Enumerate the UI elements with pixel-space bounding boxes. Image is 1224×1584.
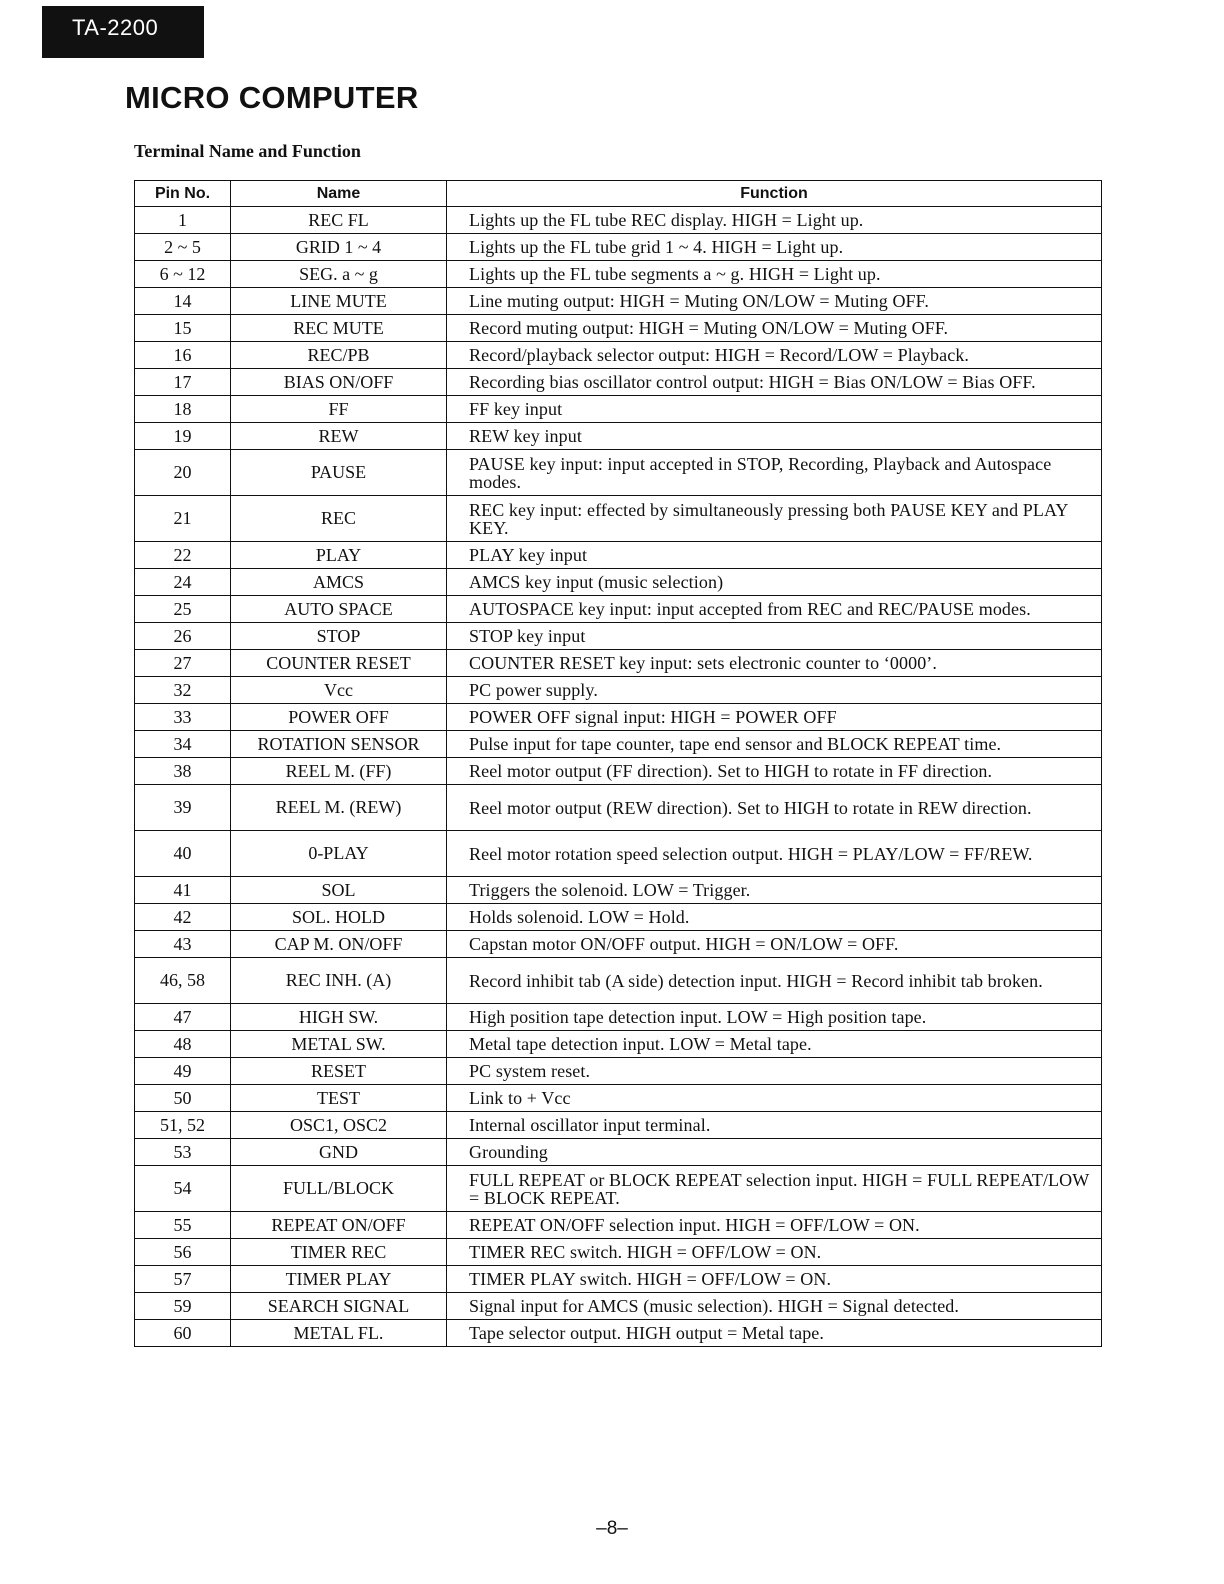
- table-row: [135, 931, 1102, 958]
- function-cell: PLAY key input: [447, 542, 1102, 569]
- pin-cell: 25: [135, 596, 231, 623]
- pin-cell: 15: [135, 315, 231, 342]
- function-cell: REC key input: effected by simultaneously pressing both PAUSE KEY and PLAY KEY.: [447, 496, 1102, 542]
- function-cell: Metal tape detection input. LOW = Metal tape.: [447, 1031, 1102, 1058]
- function-cell: Record inhibit tab (A side) detection input. HIGH = Record inhibit tab broken.: [447, 958, 1102, 1004]
- pin-cell: 48: [135, 1031, 231, 1058]
- name-cell: REC: [231, 496, 447, 542]
- function-cell: Lights up the FL tube grid 1 ~ 4. HIGH = Light up.: [447, 234, 1102, 261]
- table-row: [135, 758, 1102, 785]
- function-cell: Record/playback selector output: HIGH = Record/LOW = Playback.: [447, 342, 1102, 369]
- pin-cell: 17: [135, 369, 231, 396]
- pin-cell: 16: [135, 342, 231, 369]
- table-row: [135, 731, 1102, 758]
- table-row: [135, 1058, 1102, 1085]
- name-cell: TEST: [231, 1085, 447, 1112]
- function-cell: FF key input: [447, 396, 1102, 423]
- name-cell: LINE MUTE: [231, 288, 447, 315]
- name-cell: REEL M. (REW): [231, 785, 447, 831]
- pin-cell: 38: [135, 758, 231, 785]
- name-cell: POWER OFF: [231, 704, 447, 731]
- table-row: [135, 342, 1102, 369]
- table-row: [135, 1139, 1102, 1166]
- pin-cell: 2 ~ 5: [135, 234, 231, 261]
- name-cell: ROTATION SENSOR: [231, 731, 447, 758]
- table-row: [135, 1004, 1102, 1031]
- pin-cell: 26: [135, 623, 231, 650]
- function-cell: AUTOSPACE key input: input accepted from REC and REC/PAUSE modes.: [447, 596, 1102, 623]
- name-cell: CAP M. ON/OFF: [231, 931, 447, 958]
- function-cell: AMCS key input (music selection): [447, 569, 1102, 596]
- function-cell: POWER OFF signal input: HIGH = POWER OFF: [447, 704, 1102, 731]
- table-row: [135, 958, 1102, 1004]
- pin-cell: 6 ~ 12: [135, 261, 231, 288]
- pin-cell: 24: [135, 569, 231, 596]
- table-row: [135, 496, 1102, 542]
- table-row: [135, 423, 1102, 450]
- table-row: [135, 1239, 1102, 1266]
- name-cell: SOL. HOLD: [231, 904, 447, 931]
- table-row: [135, 904, 1102, 931]
- name-cell: REPEAT ON/OFF: [231, 1212, 447, 1239]
- table-row: [135, 1293, 1102, 1320]
- pin-cell: 39: [135, 785, 231, 831]
- name-cell: FF: [231, 396, 447, 423]
- table-row: [135, 877, 1102, 904]
- name-cell: Vcc: [231, 677, 447, 704]
- pin-cell: 18: [135, 396, 231, 423]
- table-row: [135, 1320, 1102, 1347]
- name-cell: AMCS: [231, 569, 447, 596]
- function-cell: High position tape detection input. LOW = High position tape.: [447, 1004, 1102, 1031]
- pin-cell: 59: [135, 1293, 231, 1320]
- terminal-function-table: [134, 180, 1102, 1347]
- name-cell: METAL SW.: [231, 1031, 447, 1058]
- header-pin-no: Pin No.: [135, 181, 231, 207]
- function-cell: Line muting output: HIGH = Muting ON/LOW = Muting OFF.: [447, 288, 1102, 315]
- header-name: Name: [231, 181, 447, 207]
- page-number: –8–: [596, 1518, 628, 1539]
- table-row: [135, 831, 1102, 877]
- table-row: [135, 1085, 1102, 1112]
- name-cell: SOL: [231, 877, 447, 904]
- pin-cell: 51, 52: [135, 1112, 231, 1139]
- name-cell: TIMER PLAY: [231, 1266, 447, 1293]
- section-title: Terminal Name and Function: [134, 141, 361, 161]
- pin-cell: 20: [135, 450, 231, 496]
- function-cell: COUNTER RESET key input: sets electronic counter to ‘0000’.: [447, 650, 1102, 677]
- pin-cell: 43: [135, 931, 231, 958]
- name-cell: TIMER REC: [231, 1239, 447, 1266]
- name-cell: AUTO SPACE: [231, 596, 447, 623]
- pin-cell: 60: [135, 1320, 231, 1347]
- name-cell: METAL FL.: [231, 1320, 447, 1347]
- function-cell: Holds solenoid. LOW = Hold.: [447, 904, 1102, 931]
- pin-cell: 22: [135, 542, 231, 569]
- function-cell: Tape selector output. HIGH output = Metal tape.: [447, 1320, 1102, 1347]
- pin-cell: 40: [135, 831, 231, 877]
- table-row: [135, 396, 1102, 423]
- function-cell: FULL REPEAT or BLOCK REPEAT selection input. HIGH = FULL REPEAT/LOW = BLOCK REPEAT.: [447, 1166, 1102, 1212]
- function-cell: Signal input for AMCS (music selection). HIGH = Signal detected.: [447, 1293, 1102, 1320]
- function-cell: Reel motor output (REW direction). Set to HIGH to rotate in REW direction.: [447, 785, 1102, 831]
- pin-cell: 53: [135, 1139, 231, 1166]
- table-row: [135, 542, 1102, 569]
- function-cell: REW key input: [447, 423, 1102, 450]
- function-cell: TIMER PLAY switch. HIGH = OFF/LOW = ON.: [447, 1266, 1102, 1293]
- function-cell: Capstan motor ON/OFF output. HIGH = ON/LOW = OFF.: [447, 931, 1102, 958]
- name-cell: FULL/BLOCK: [231, 1166, 447, 1212]
- pin-cell: 49: [135, 1058, 231, 1085]
- pin-cell: 33: [135, 704, 231, 731]
- table-row: [135, 677, 1102, 704]
- name-cell: REC FL: [231, 207, 447, 234]
- name-cell: REEL M. (FF): [231, 758, 447, 785]
- pin-cell: 21: [135, 496, 231, 542]
- pin-cell: 14: [135, 288, 231, 315]
- name-cell: 0-PLAY: [231, 831, 447, 877]
- table-row: [135, 288, 1102, 315]
- name-cell: RESET: [231, 1058, 447, 1085]
- pin-cell: 41: [135, 877, 231, 904]
- function-cell: Internal oscillator input terminal.: [447, 1112, 1102, 1139]
- pin-cell: 50: [135, 1085, 231, 1112]
- function-cell: Reel motor rotation speed selection output. HIGH = PLAY/LOW = FF/REW.: [447, 831, 1102, 877]
- pin-cell: 1: [135, 207, 231, 234]
- function-cell: PC system reset.: [447, 1058, 1102, 1085]
- table-row: [135, 315, 1102, 342]
- model-tag: TA-2200: [42, 6, 204, 58]
- function-cell: Triggers the solenoid. LOW = Trigger.: [447, 877, 1102, 904]
- pin-cell: 47: [135, 1004, 231, 1031]
- table-row: [135, 1212, 1102, 1239]
- table-header-row: [135, 181, 1102, 207]
- table-row: [135, 569, 1102, 596]
- name-cell: REC MUTE: [231, 315, 447, 342]
- name-cell: OSC1, OSC2: [231, 1112, 447, 1139]
- function-cell: Lights up the FL tube segments a ~ g. HIGH = Light up.: [447, 261, 1102, 288]
- page-title: MICRO COMPUTER: [125, 80, 419, 115]
- pin-cell: 57: [135, 1266, 231, 1293]
- name-cell: REC/PB: [231, 342, 447, 369]
- table-row: [135, 1266, 1102, 1293]
- function-cell: STOP key input: [447, 623, 1102, 650]
- table-row: [135, 1112, 1102, 1139]
- table-row: [135, 1166, 1102, 1212]
- name-cell: GND: [231, 1139, 447, 1166]
- name-cell: SEARCH SIGNAL: [231, 1293, 447, 1320]
- pin-cell: 56: [135, 1239, 231, 1266]
- function-cell: Lights up the FL tube REC display. HIGH = Light up.: [447, 207, 1102, 234]
- pin-cell: 54: [135, 1166, 231, 1212]
- function-cell: REPEAT ON/OFF selection input. HIGH = OFF/LOW = ON.: [447, 1212, 1102, 1239]
- function-cell: Recording bias oscillator control output: HIGH = Bias ON/LOW = Bias OFF.: [447, 369, 1102, 396]
- function-cell: TIMER REC switch. HIGH = OFF/LOW = ON.: [447, 1239, 1102, 1266]
- function-cell: Record muting output: HIGH = Muting ON/LOW = Muting OFF.: [447, 315, 1102, 342]
- function-cell: Pulse input for tape counter, tape end sensor and BLOCK REPEAT time.: [447, 731, 1102, 758]
- function-cell: PAUSE key input: input accepted in STOP, Recording, Playback and Autospace modes.: [447, 450, 1102, 496]
- pin-cell: 19: [135, 423, 231, 450]
- table-row: [135, 704, 1102, 731]
- name-cell: STOP: [231, 623, 447, 650]
- name-cell: PAUSE: [231, 450, 447, 496]
- function-cell: Reel motor output (FF direction). Set to HIGH to rotate in FF direction.: [447, 758, 1102, 785]
- table-row: [135, 596, 1102, 623]
- name-cell: COUNTER RESET: [231, 650, 447, 677]
- table-row: [135, 1031, 1102, 1058]
- name-cell: GRID 1 ~ 4: [231, 234, 447, 261]
- header-function: Function: [447, 181, 1102, 207]
- pin-cell: 34: [135, 731, 231, 758]
- name-cell: REC INH. (A): [231, 958, 447, 1004]
- table-row: [135, 785, 1102, 831]
- table-row: [135, 261, 1102, 288]
- name-cell: SEG. a ~ g: [231, 261, 447, 288]
- table-row: [135, 369, 1102, 396]
- name-cell: BIAS ON/OFF: [231, 369, 447, 396]
- pin-cell: 42: [135, 904, 231, 931]
- function-cell: Link to + Vcc: [447, 1085, 1102, 1112]
- table-row: [135, 623, 1102, 650]
- name-cell: HIGH SW.: [231, 1004, 447, 1031]
- pin-cell: 32: [135, 677, 231, 704]
- pin-cell: 27: [135, 650, 231, 677]
- table-row: [135, 234, 1102, 261]
- pin-cell: 55: [135, 1212, 231, 1239]
- pin-cell: 46, 58: [135, 958, 231, 1004]
- table-row: [135, 650, 1102, 677]
- table-row: [135, 207, 1102, 234]
- name-cell: REW: [231, 423, 447, 450]
- name-cell: PLAY: [231, 542, 447, 569]
- table-row: [135, 450, 1102, 496]
- function-cell: Grounding: [447, 1139, 1102, 1166]
- function-cell: PC power supply.: [447, 677, 1102, 704]
